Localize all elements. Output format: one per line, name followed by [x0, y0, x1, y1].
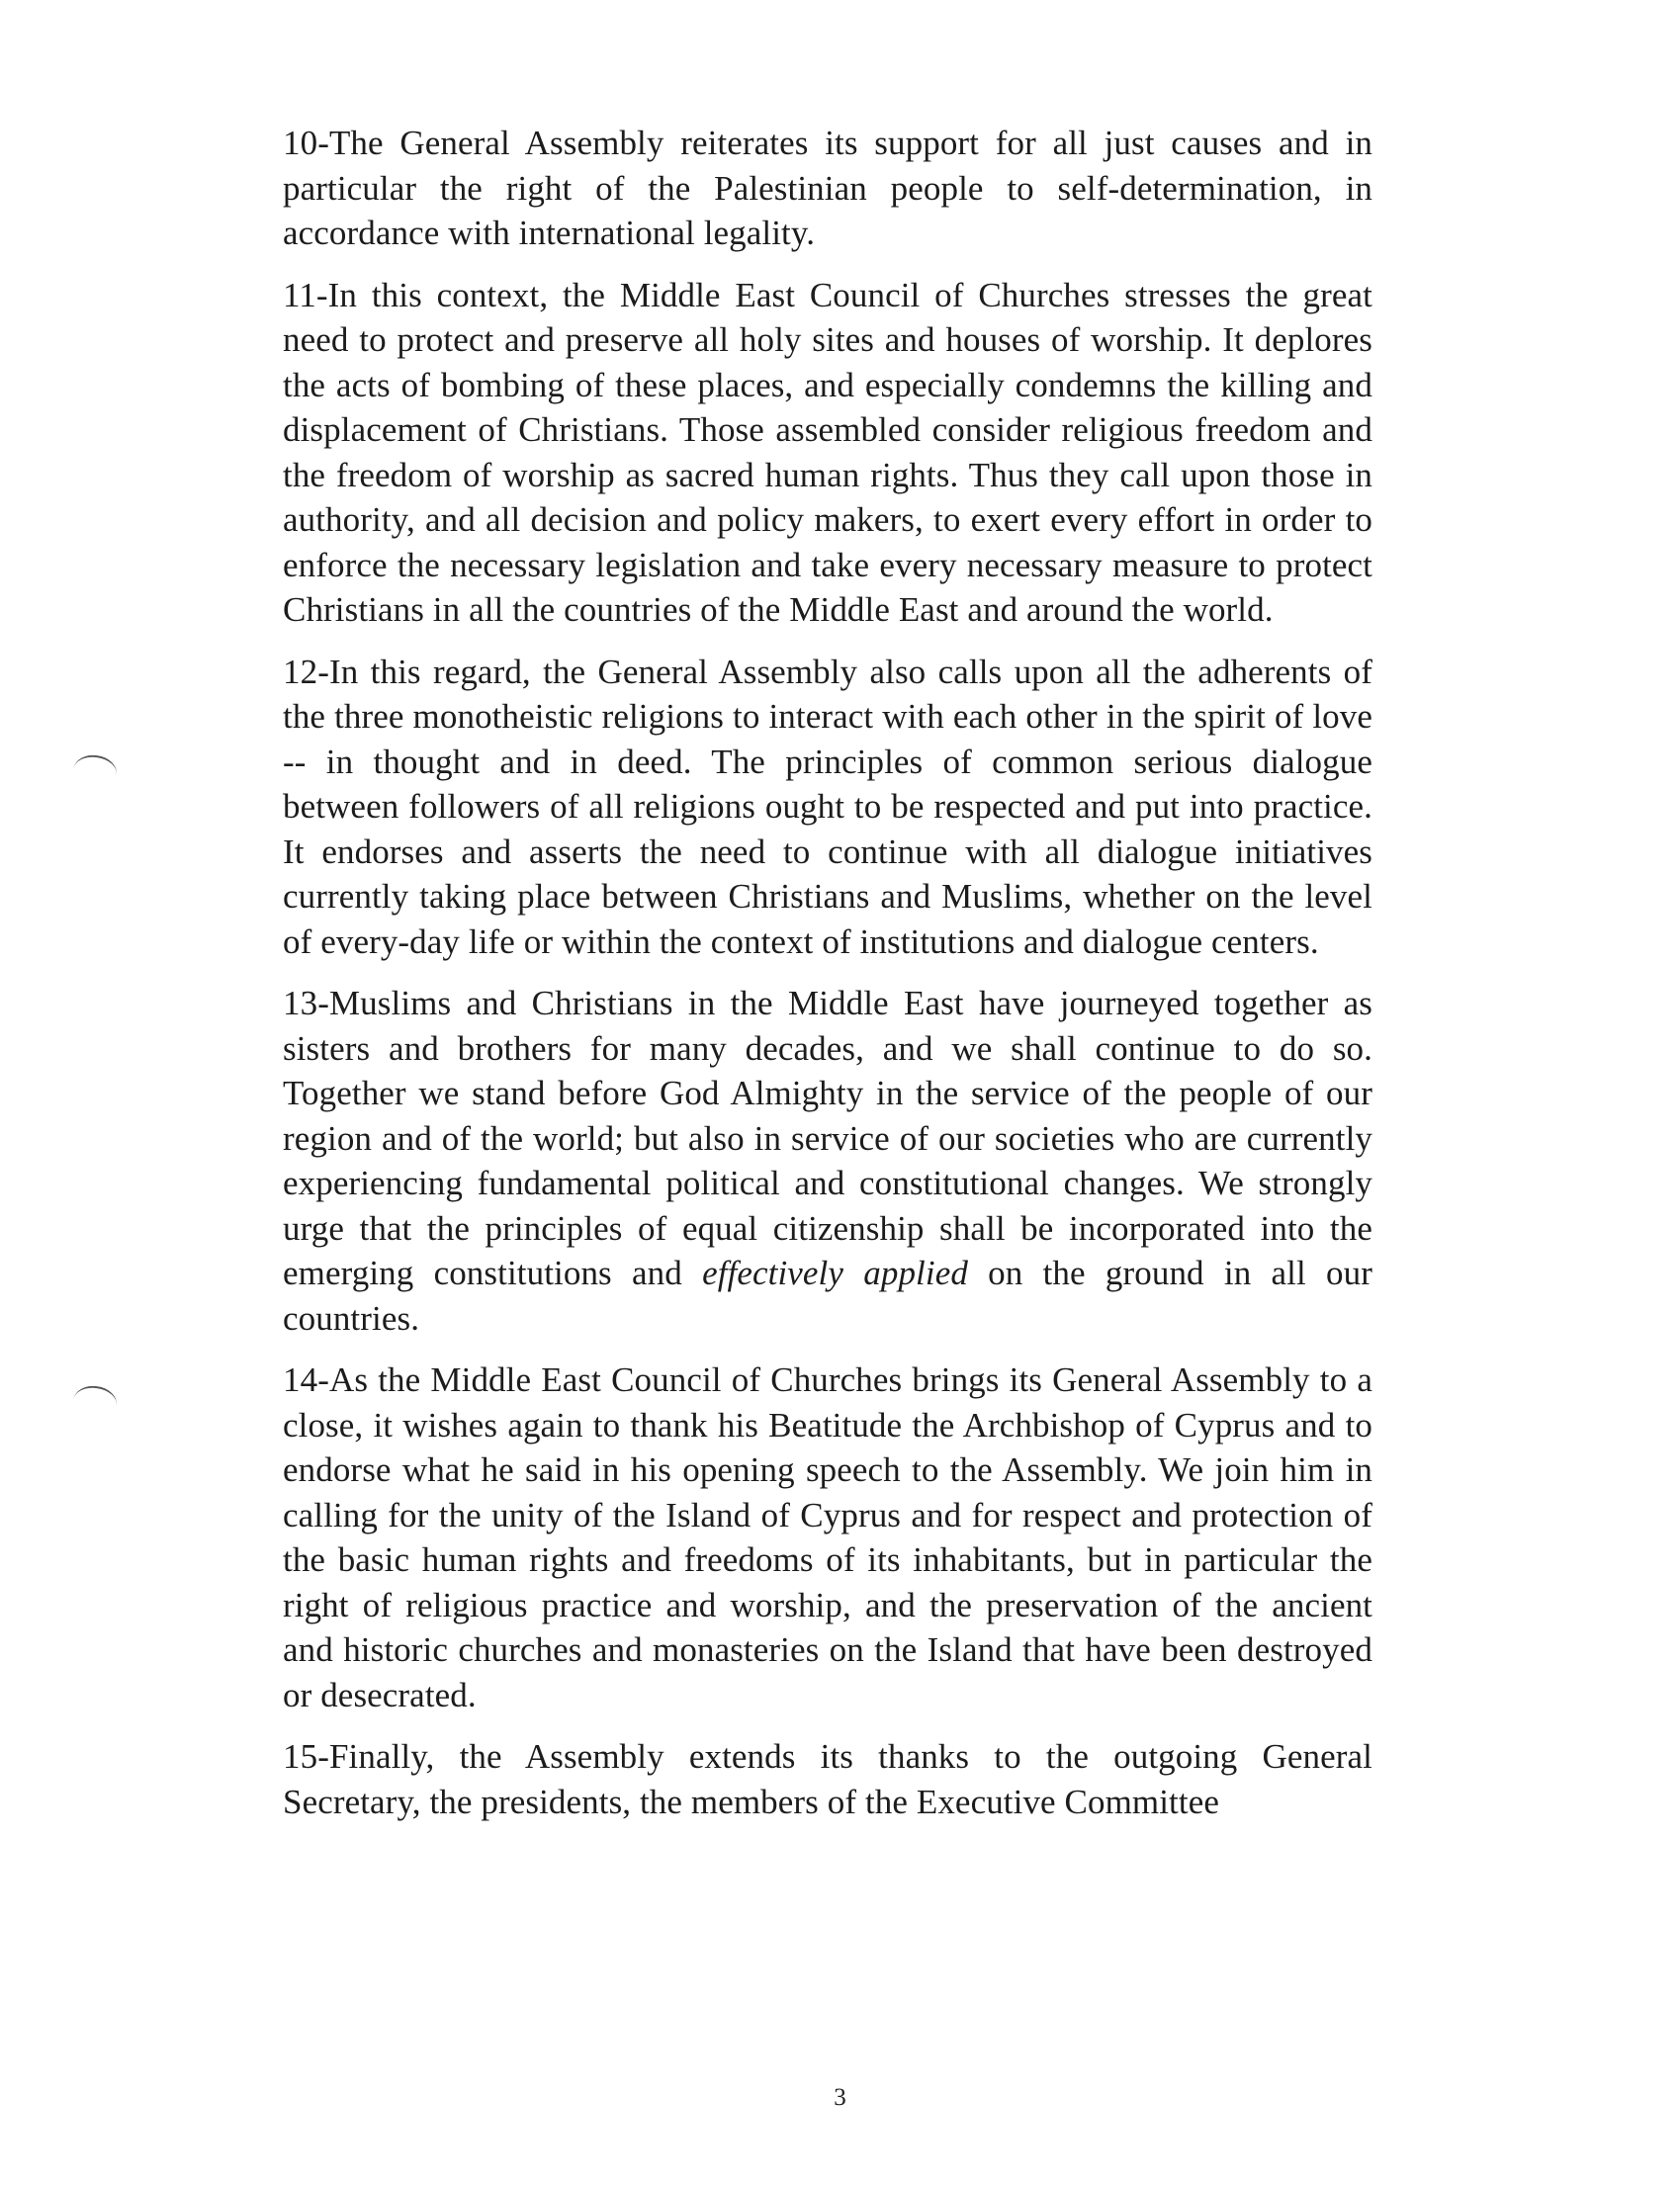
paragraph-12: 12-In this regard, the General Assembly also calls upon all the adherents of the three monotheistic religions to interact with each other in the spirit of love -- in thought and in deed. The principles of common serious dialogue between followers of all religions ought to be respected and put into practice. It endorses and asserts the need to continue with all dialogue initiatives currently taking place between Christians and Muslims, whether on the level of every-day life or within the context of institutions and dialogue centers.: [283, 652, 1372, 961]
body-text: [283, 121, 1372, 1841]
paragraph-11: 11-In this context, the Middle East Council of Churches stresses the great need to protect and preserve all holy sites and houses of worship. It deplores the acts of bombing of these places, and especially condemns the killing and displacement of Christians. Those assembled consider religious freedom and the freedom of worship as sacred human rights. Thus they call upon those in authority, and all decision and policy makers, to exert every effort in order to enforce the necessary legislation and take every necessary measure to protect Christians in all the countries of the Middle East and around the world.: [283, 275, 1372, 629]
page-number: 3: [834, 2084, 846, 2111]
scan-artifact-mark: [73, 752, 119, 778]
paragraph-13: [283, 981, 1372, 1341]
paragraph-13-emphasis: effectively applied: [702, 1254, 968, 1292]
scan-artifact-mark: [73, 1383, 119, 1409]
paragraph-13-text-end: on the ground in all our countries.: [283, 1254, 1373, 1338]
paragraph-10: 10-The General Assembly reiterates its support for all just causes and in particular the right of the Palestinian people to self-determination, in accordance with international legality.: [283, 124, 1372, 252]
paragraph-13-text: 13-Muslims and Christians in the Middle East have journeyed together as sisters and brothers for many decades, and we shall continue to do so. Together we stand before God Almighty in the service of the people of our region and of the world; but also in service of our societies who are currently experiencing fundamental political and constitutional changes. We strongly urge that the principles of equal citizenship shall be incorporated into the emerging constitutions and: [283, 984, 1372, 1292]
paragraph-15: 15-Finally, the Assembly extends its thanks to the outgoing General Secretary, the presidents, the members of the Executive Committee: [283, 1737, 1372, 1821]
paragraph-14: 14-As the Middle East Council of Churches brings its General Assembly to a close, it wishes again to thank his Beatitude the Archbishop of Cyprus and to endorse what he said in his opening speech to the Assembly. We join him in calling for the unity of the Island of Cyprus and for respect and protection of the basic human rights and freedoms of its inhabitants, but in particular the right of religious practice and worship, and the preservation of the ancient and historic churches and monasteries on the Island that have been destroyed or desecrated.: [283, 1360, 1372, 1714]
